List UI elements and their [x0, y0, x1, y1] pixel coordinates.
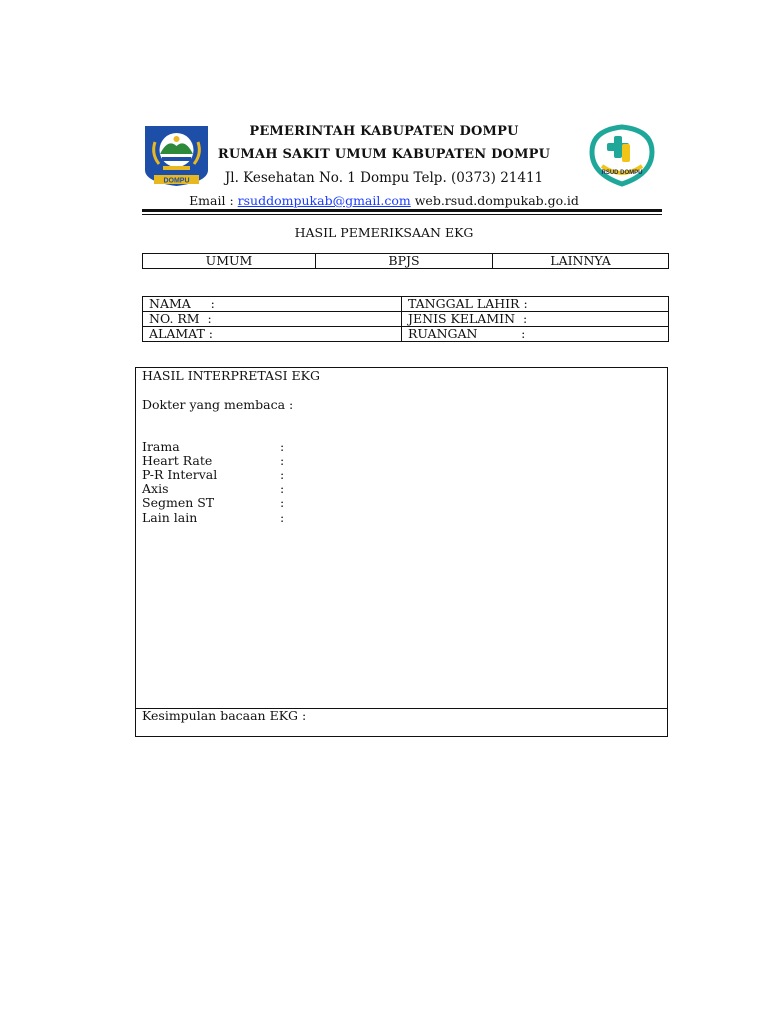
conclusion-label[interactable]: Kesimpulan bacaan EKG : [142, 708, 307, 723]
field-jenis-kelamin[interactable]: JENIS KELAMIN : [402, 312, 669, 327]
form-title: HASIL PEMERIKSAAN EKG [294, 225, 474, 240]
rsud-dompu-logo [582, 122, 662, 190]
header-line2: RUMAH SAKIT UMUM KABUPATEN DOMPU [217, 147, 551, 162]
doctor-label: Dokter yang membaca : [142, 397, 294, 412]
svg-text:RSUD DOMPU: RSUD DOMPU [601, 170, 643, 176]
field-nama[interactable]: NAMA : [143, 297, 402, 312]
patient-info-table [142, 296, 669, 342]
field-alamat[interactable]: ALAMAT : [143, 327, 402, 342]
header-line1: PEMERINTAH KABUPATEN DOMPU [249, 124, 519, 139]
ekg-interpretation-box: HASIL INTERPRETASI EKG Dokter yang membaca : Irama : Heart Rate : P-R Interval : Axis : Segmen ST : Lain lain : Kesimpulan bacaan EKG : [135, 367, 668, 737]
header-contact [0, 193, 768, 208]
header-rule-thick [142, 209, 662, 212]
svg-text:DOMPU: DOMPU [163, 177, 190, 185]
header-address: Jl. Kesehatan No. 1 Dompu Telp. (0373) 21411 [224, 170, 544, 186]
header-rule-thin [142, 214, 662, 215]
field-no-rm[interactable]: NO. RM : [143, 312, 402, 327]
category-bpjs[interactable]: BPJS [316, 254, 493, 269]
category-table [142, 253, 669, 269]
field-ruangan[interactable]: RUANGAN : [402, 327, 669, 342]
website-text: web.rsud.dompukab.go.id [414, 193, 579, 208]
category-lainnya[interactable]: LAINNYA [493, 254, 669, 269]
email-link[interactable]: rsuddompukab@gmail.com [237, 193, 411, 208]
category-umum[interactable]: UMUM [143, 254, 316, 269]
ekg-heading: HASIL INTERPRETASI EKG [142, 368, 321, 383]
email-label: Email : [189, 193, 234, 208]
field-tanggal-lahir[interactable]: TANGGAL LAHIR : [402, 297, 669, 312]
